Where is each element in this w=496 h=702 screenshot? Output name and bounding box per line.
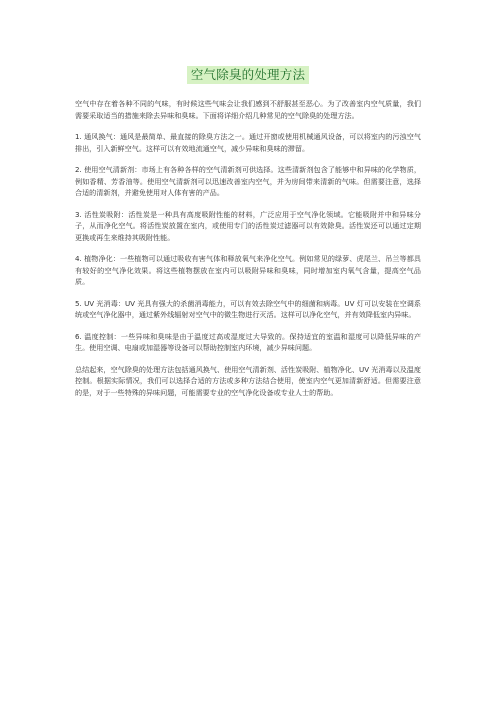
document-title: 空气除臭的处理方法 [187,66,309,84]
method-ventilation-paragraph: 1. 通风换气：通风是最简单、最直接的除臭方法之一。通过开窗或使用机械通风设备，可以将室内的污浊空气排出，引入新鲜空气。这样可以有效地流通空气，减少异味和臭味的滞留。 [75,132,421,153]
method-air-freshener-paragraph: 2. 使用空气清新剂：市场上有各种各样的空气清新剂可供选择。这些清新剂包含了能够中和异味的化学物质，例如香精、芳香油等。使用空气清新剂可以迅速改善室内空气，并为房间带来清新的气味。但需要注意，选择合适的清新剂，并避免使用对人体有害的产品。 [75,165,421,197]
method-temperature-control-paragraph: 6. 温度控制：一些异味和臭味是由于温度过高或湿度过大导致的。保持适宜的室温和湿度可以降低异味的产生。使用空调、电扇或加湿器等设备可以帮助控制室内环境，减少异味问题。 [75,331,421,352]
method-uv-disinfection-paragraph: 5. UV 光消毒：UV 光具有强大的杀菌消毒能力，可以有效去除空气中的细菌和病毒。UV 灯可以安装在空调系统或空气净化器中，通过紫外线辐射对空气中的微生物进行灭活。这样可以净化空气，并有效降低室内异味。 [75,298,421,319]
method-plant-purification-paragraph: 4. 植物净化：一些植物可以通过吸收有害气体和释放氧气来净化空气。例如常见的绿萝、虎尾兰、吊兰等都具有较好的空气净化效果。将这些植物摆放在室内可以吸附异味和臭味，同时增加室内氧气含量，提高空气品质。 [75,254,421,286]
summary-paragraph: 总结起来，空气除臭的处理方法包括通风换气、使用空气清新剂、活性炭吸附、植物净化、UV 光消毒以及温度控制。根据实际情况，我们可以选择合适的方法或多种方法结合使用，使室内空气更加清新舒适。但需要注意的是，对于一些特殊的异味问题，可能需要专业的空气净化设备或专业人士的帮助。 [75,364,421,397]
document-body [75,98,421,408]
intro-paragraph: 空气中存在着各种不同的气味，有时候这些气味会让我们感到不舒服甚至恶心。为了改善室内空气质量，我们需要采取适当的措施来除去异味和臭味。下面将详细介绍几种常见的空气除臭的处理方法。 [75,99,421,120]
method-activated-carbon-paragraph: 3. 活性炭吸附：活性炭是一种具有高度吸附性能的材料，广泛应用于空气净化领域。它能吸附并中和异味分子，从而净化空气。将活性炭放置在室内，或使用专门的活性炭过滤器可以有效除臭。活性炭还可以通过定期更换或再生来维持其吸附性能。 [75,209,421,242]
title-container [0,64,496,84]
